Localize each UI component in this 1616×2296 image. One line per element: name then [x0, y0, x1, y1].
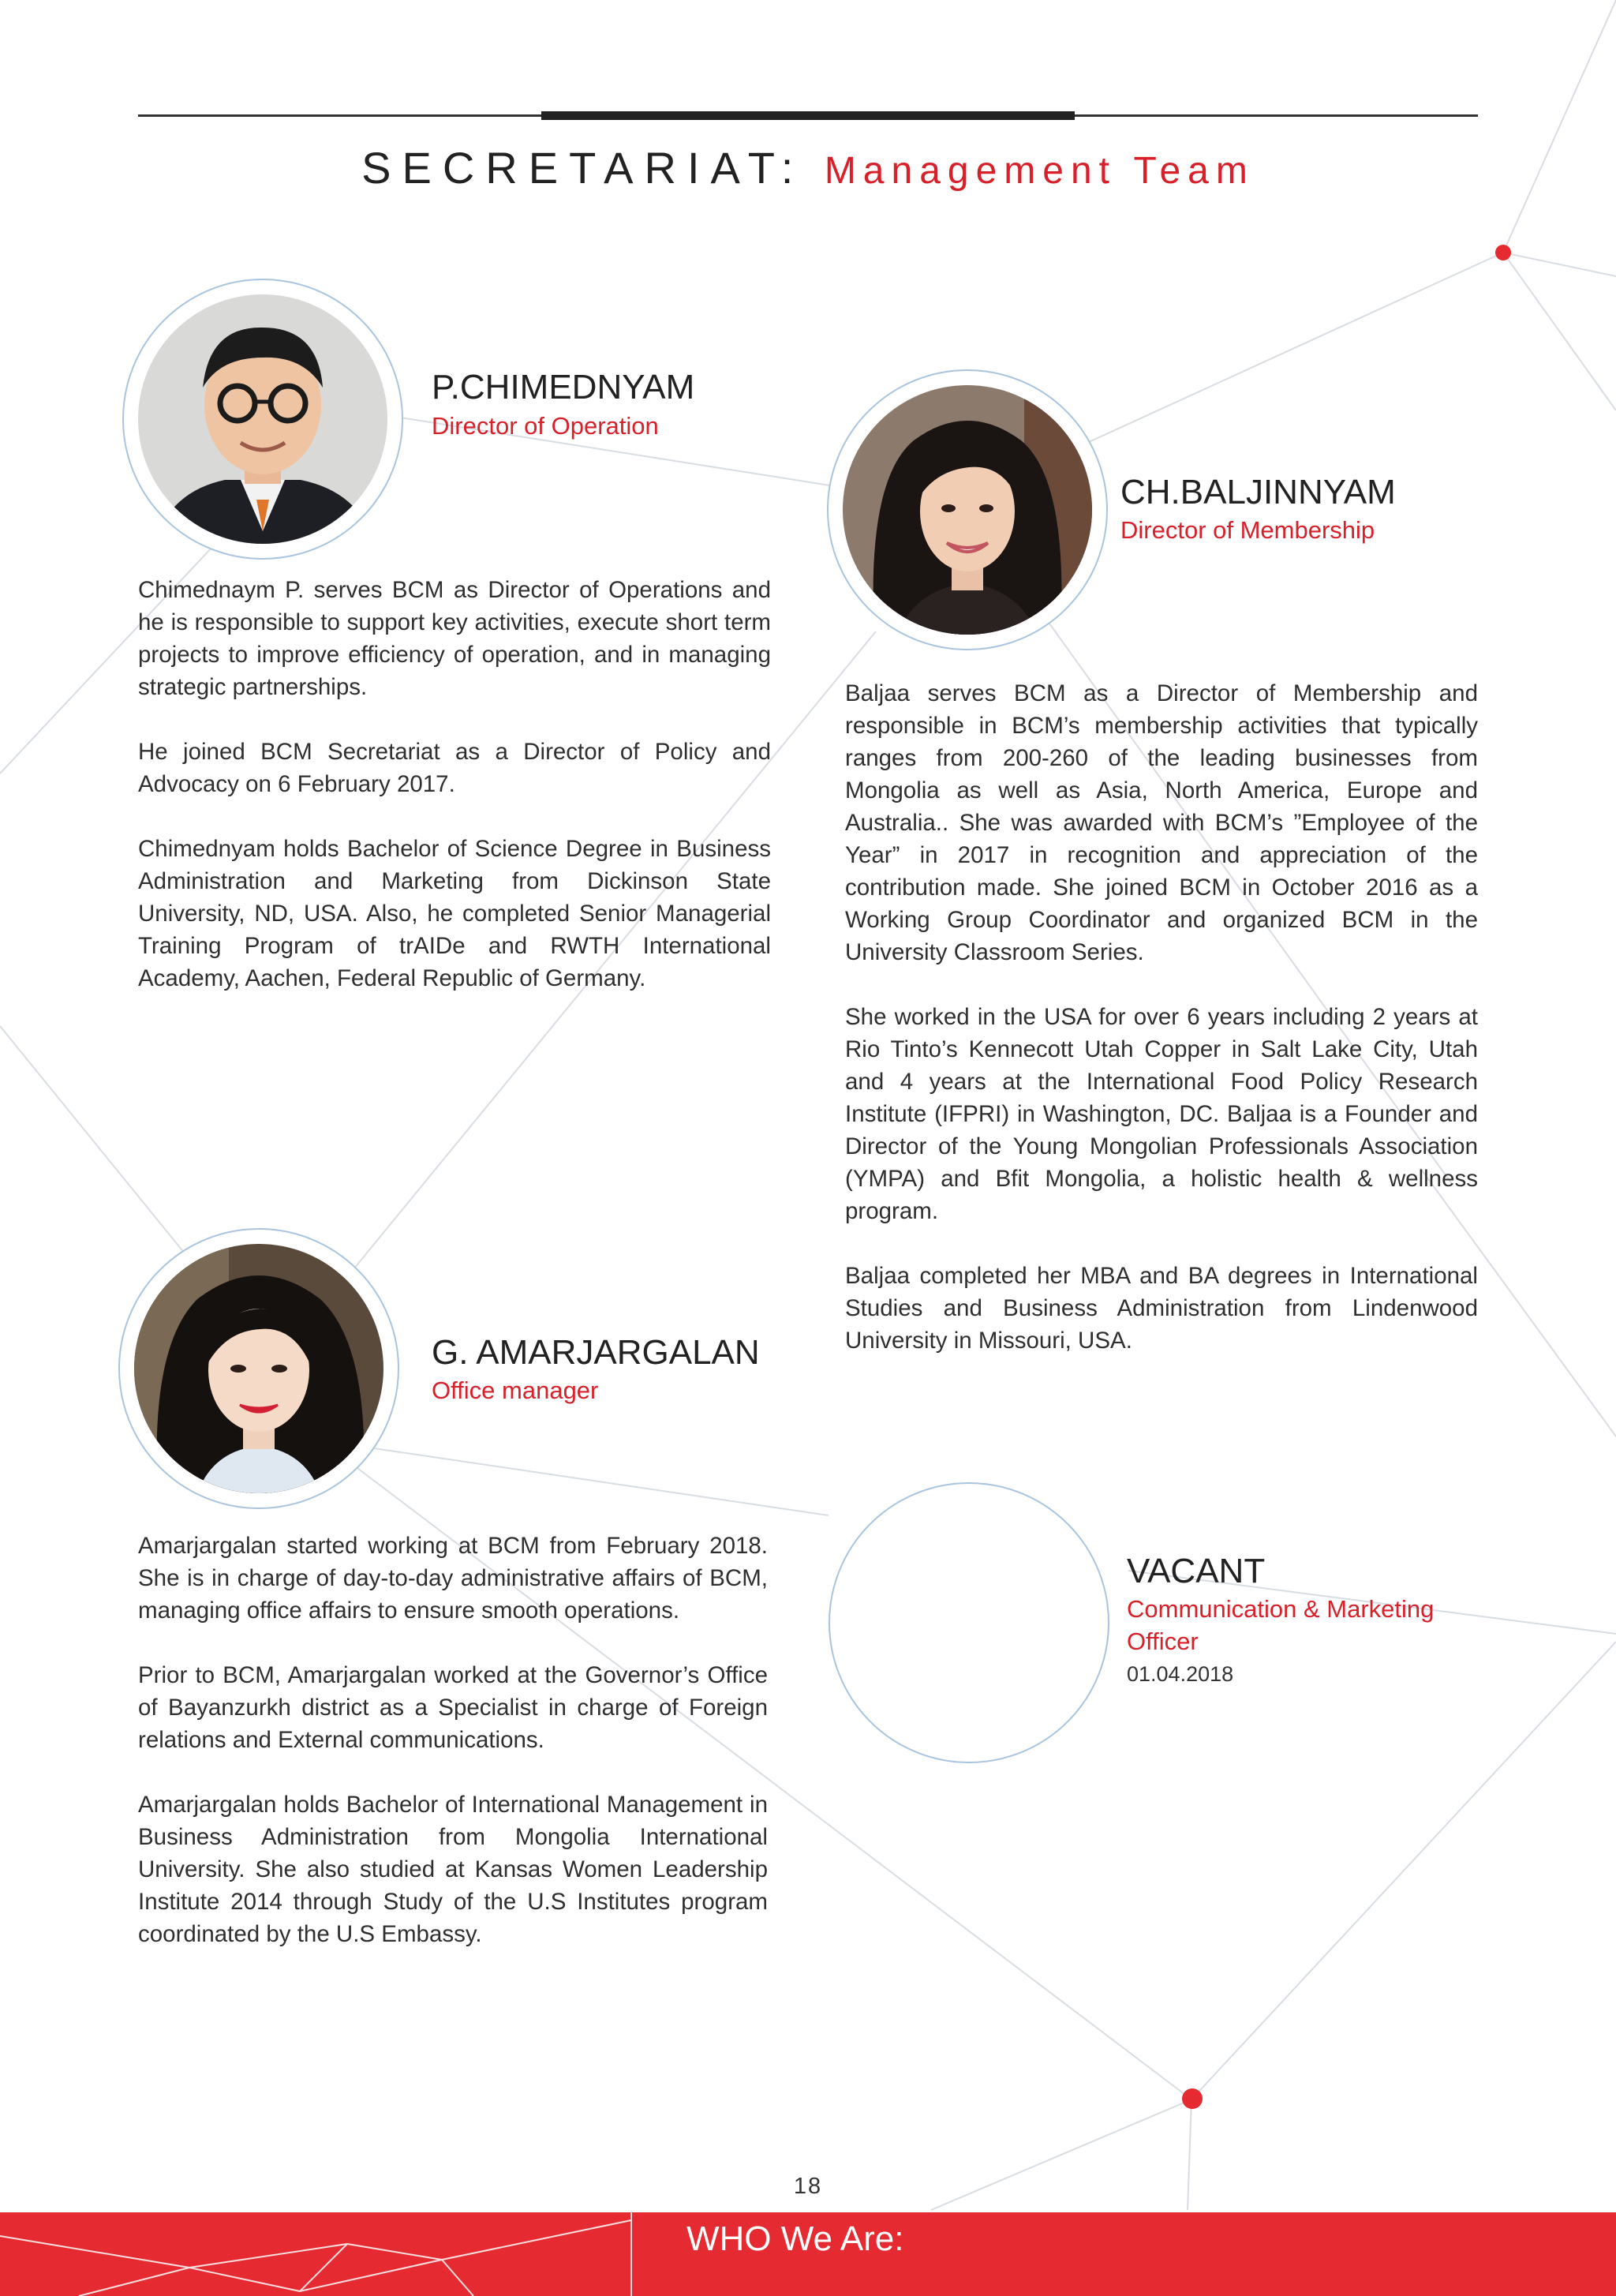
- member-name: VACANT: [1127, 1552, 1266, 1590]
- bio-paragraph: He joined BCM Secretariat as a Director of Policy and Advocacy on 6 February 2017.: [138, 739, 771, 797]
- page-number: 18: [793, 2174, 823, 2199]
- avatar-ring-empty: [829, 1482, 1109, 1763]
- member-role: Office manager: [432, 1376, 599, 1404]
- member-role: Director of Membership: [1120, 516, 1375, 544]
- page-title: [0, 142, 1616, 193]
- bio-paragraph: Baljaa serves BCM as a Director of Membership and responsible in BCM’s membership activities that typically ranges from 200-260 of the leading businesses from Mongolia as well as Asia, North America, Europe and Australia.. She was awarded with BCM’s ”Employee of the Year” in 2017 in recognition and appreciation of the contribution made. She joined BCM in October 2016 as a Working Group Coordinator and organized BCM in the University Classroom Series.: [845, 680, 1478, 965]
- bio-paragraph: Baljaa completed her MBA and BA degrees in International Studies and Business Administration from Lindenwood University in Missouri, USA.: [845, 1263, 1478, 1354]
- bio-paragraph: Amarjargalan started working at BCM from February 2018. She is in charge of day-to-day administrative affairs of BCM, managing office affairs to ensure smooth operations.: [138, 1533, 768, 1624]
- header-rule-accent: [541, 111, 1075, 120]
- red-node-dot: [1495, 245, 1511, 260]
- avatar: [138, 294, 387, 544]
- member-bio: [845, 677, 1478, 1389]
- member-name: CH.BALJINNYAM: [1120, 473, 1396, 511]
- member-role: Communication & Marketing Officer: [1127, 1595, 1435, 1655]
- member-role: Director of Operation: [432, 412, 659, 440]
- page-title-sub: Management Team: [824, 150, 1255, 192]
- avatar: [134, 1244, 383, 1493]
- member-bio: [138, 574, 771, 1027]
- footer-section-label: WHO We Are:: [686, 2219, 904, 2258]
- bio-paragraph: Amarjargalan holds Bachelor of International Management in Business Administration from Mongolia International University. She also studied at Kansas Women Leadership Institute 2014 through Study of the U.S Institutes program coordinated by the U.S Embassy.: [138, 1792, 768, 1947]
- red-node-dot: [1182, 2088, 1203, 2109]
- bio-paragraph: Prior to BCM, Amarjargalan worked at the Governor’s Office of Bayanzurkh district as a Specialist in charge of Foreign relations and External communications.: [138, 1662, 768, 1753]
- avatar: [843, 385, 1092, 635]
- vacancy-date: 01.04.2018: [1127, 1662, 1234, 1686]
- page-title-main: SECRETARIAT:: [361, 143, 805, 193]
- member-name: G. AMARJARGALAN: [432, 1333, 760, 1372]
- bio-paragraph: Chimednyam holds Bachelor of Science Degree in Business Administration and Marketing from Dickinson State University, ND, USA. Also, he completed Senior Managerial Training Program of trAIDe and RWTH International Academy, Aachen, Federal Republic of Germany.: [138, 836, 771, 991]
- member-name: P.CHIMEDNYAM: [432, 368, 695, 406]
- bio-paragraph: She worked in the USA for over 6 years including 2 years at Rio Tinto’s Kennecott Utah Copper in Salt Lake City, Utah and 4 years at the International Food Policy Research Institute (IFPRI) in Washington, DC. Baljaa is a Founder and Director of the Young Mongolian Professionals Association (YMPA) and Bfit Mongolia, a holistic health & wellness program.: [845, 1004, 1478, 1224]
- member-bio: [138, 1530, 768, 1983]
- bio-paragraph: Chimednaym P. serves BCM as Director of Operations and he is responsible to support key activities, execute short term projects to improve efficiency of operation, and in managing strategic partnerships.: [138, 577, 771, 700]
